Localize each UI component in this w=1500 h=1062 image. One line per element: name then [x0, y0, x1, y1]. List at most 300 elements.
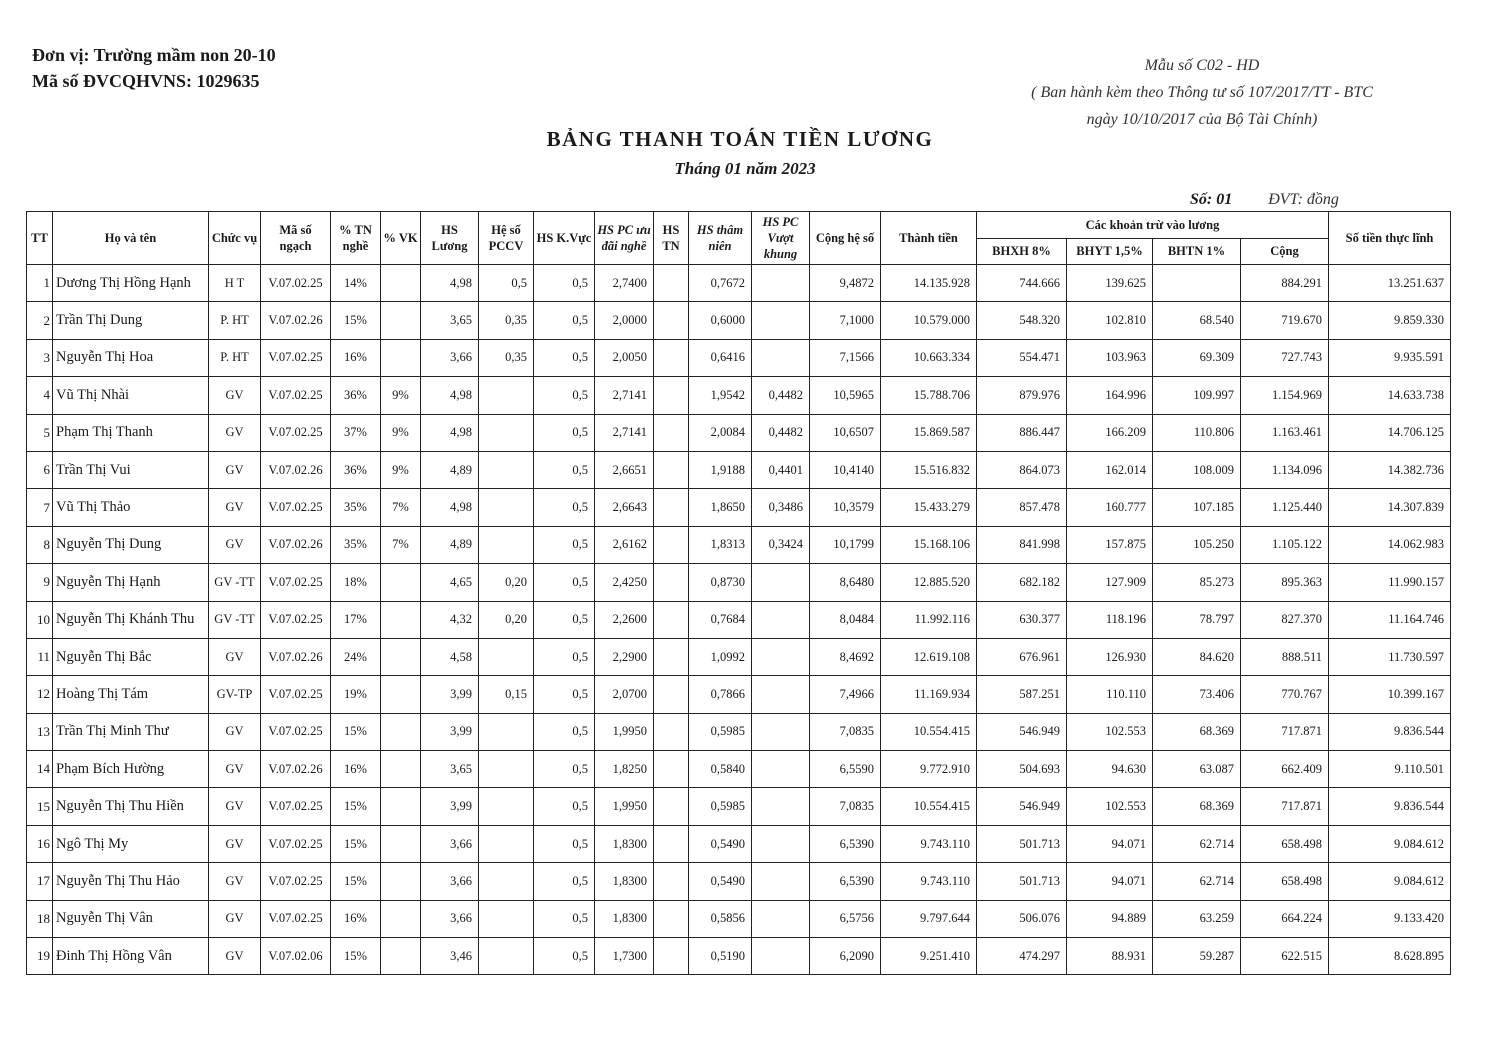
- cell-bhxh: 504.693: [977, 751, 1067, 788]
- cell-tong-hs: 8,4692: [810, 638, 881, 675]
- cell-net: 14.706.125: [1329, 414, 1451, 451]
- cell-cong: 1.125.440: [1241, 489, 1329, 526]
- cell-position: GV: [209, 751, 261, 788]
- cell-tong-hs: 8,6480: [810, 564, 881, 601]
- cell-name: Nguyễn Thị Khánh Thu: [53, 601, 209, 638]
- cell-bhyt: 166.209: [1067, 414, 1153, 451]
- cell-name: Trần Thị Dung: [53, 302, 209, 339]
- cell-bhyt: 103.963: [1067, 339, 1153, 376]
- cell-bhxh: 501.713: [977, 863, 1067, 900]
- cell-uudai: 2,0050: [595, 339, 654, 376]
- cell-grade: V.07.02.26: [261, 526, 331, 563]
- cell-bhyt: 102.553: [1067, 788, 1153, 825]
- cell-name: Vũ Thị Thảo: [53, 489, 209, 526]
- cell-name: Trần Thị Vui: [53, 451, 209, 488]
- cell-net: 9.836.544: [1329, 713, 1451, 750]
- cell-net: 10.399.167: [1329, 676, 1451, 713]
- cell-tt: 16: [27, 825, 53, 862]
- cell-grade: V.07.02.25: [261, 900, 331, 937]
- cell-thanh-tien: 10.554.415: [881, 713, 977, 750]
- cell-uudai: 2,6651: [595, 451, 654, 488]
- cell-bhtn: [1153, 265, 1241, 302]
- cell-hstn: [654, 863, 689, 900]
- cell-net: 14.062.983: [1329, 526, 1451, 563]
- col-header-vk: % VK: [381, 212, 421, 265]
- cell-pccv: [479, 788, 534, 825]
- col-header-grade: Mã số ngạch: [261, 212, 331, 265]
- cell-tong-hs: 8,0484: [810, 601, 881, 638]
- cell-thamnien: 0,7672: [689, 265, 752, 302]
- col-header-pccv: Hệ số PCCV: [479, 212, 534, 265]
- cell-vk: [381, 638, 421, 675]
- cell-net: 11.990.157: [1329, 564, 1451, 601]
- cell-bhtn: 109.997: [1153, 377, 1241, 414]
- cell-vk: [381, 788, 421, 825]
- cell-net: 14.633.738: [1329, 377, 1451, 414]
- cell-grade: V.07.02.25: [261, 713, 331, 750]
- cell-hstn: [654, 414, 689, 451]
- form-number: Mẫu số C02 - HD: [1144, 57, 1260, 74]
- cell-thamnien: 0,7866: [689, 676, 752, 713]
- cell-bhtn: 69.309: [1153, 339, 1241, 376]
- cell-bhtn: 68.369: [1153, 788, 1241, 825]
- col-header-tt: TT: [27, 212, 53, 265]
- cell-tn: 37%: [331, 414, 381, 451]
- cell-tong-hs: 7,1000: [810, 302, 881, 339]
- cell-vk: [381, 863, 421, 900]
- cell-vk: [381, 339, 421, 376]
- cell-hstn: [654, 564, 689, 601]
- cell-hs-luong: 3,99: [421, 713, 479, 750]
- cell-vuotkhung: [752, 339, 810, 376]
- cell-bhxh: 546.949: [977, 713, 1067, 750]
- col-header-bhtn: BHTN 1%: [1153, 238, 1241, 265]
- cell-bhyt: 102.810: [1067, 302, 1153, 339]
- cell-position: GV: [209, 526, 261, 563]
- cell-hstn: [654, 526, 689, 563]
- cell-cong: 888.511: [1241, 638, 1329, 675]
- cell-kvuc: 0,5: [534, 451, 595, 488]
- cell-net: 14.307.839: [1329, 489, 1451, 526]
- cell-hs-luong: 4,98: [421, 414, 479, 451]
- cell-vk: [381, 302, 421, 339]
- cell-position: GV: [209, 900, 261, 937]
- cell-pccv: [479, 825, 534, 862]
- cell-bhtn: 84.620: [1153, 638, 1241, 675]
- document-subtitle: Tháng 01 năm 2023: [674, 159, 816, 178]
- cell-uudai: 2,2600: [595, 601, 654, 638]
- cell-kvuc: 0,5: [534, 676, 595, 713]
- cell-tong-hs: 7,0835: [810, 788, 881, 825]
- cell-tong-hs: 10,5965: [810, 377, 881, 414]
- table-row: [27, 863, 1451, 900]
- cell-bhxh: 554.471: [977, 339, 1067, 376]
- cell-tt: 8: [27, 526, 53, 563]
- cell-hstn: [654, 900, 689, 937]
- cell-hs-luong: 3,65: [421, 302, 479, 339]
- cell-vuotkhung: [752, 788, 810, 825]
- col-header-bhyt: BHYT 1,5%: [1067, 238, 1153, 265]
- cell-position: GV: [209, 414, 261, 451]
- cell-bhtn: 63.087: [1153, 751, 1241, 788]
- cell-hs-luong: 4,58: [421, 638, 479, 675]
- cell-thamnien: 0,5490: [689, 863, 752, 900]
- cell-name: Nguyễn Thị Vân: [53, 900, 209, 937]
- cell-pccv: [479, 377, 534, 414]
- cell-pccv: [479, 451, 534, 488]
- cell-thanh-tien: 9.743.110: [881, 825, 977, 862]
- cell-kvuc: 0,5: [534, 938, 595, 975]
- table-row: [27, 938, 1451, 975]
- cell-bhxh: 676.961: [977, 638, 1067, 675]
- cell-bhyt: 164.996: [1067, 377, 1153, 414]
- cell-bhtn: 73.406: [1153, 676, 1241, 713]
- cell-uudai: 1,8300: [595, 825, 654, 862]
- cell-pccv: [479, 900, 534, 937]
- cell-tt: 6: [27, 451, 53, 488]
- cell-thamnien: 0,5190: [689, 938, 752, 975]
- cell-thanh-tien: 15.869.587: [881, 414, 977, 451]
- cell-bhyt: 94.071: [1067, 863, 1153, 900]
- cell-pccv: 0,15: [479, 676, 534, 713]
- cell-pccv: [479, 751, 534, 788]
- col-header-position: Chức vụ: [209, 212, 261, 265]
- cell-name: Phạm Thị Thanh: [53, 414, 209, 451]
- cell-cong: 658.498: [1241, 825, 1329, 862]
- cell-uudai: 2,6162: [595, 526, 654, 563]
- cell-hs-luong: 4,98: [421, 265, 479, 302]
- cell-grade: V.07.02.25: [261, 825, 331, 862]
- cell-net: 8.628.895: [1329, 938, 1451, 975]
- cell-cong: 1.105.122: [1241, 526, 1329, 563]
- cell-position: GV: [209, 788, 261, 825]
- cell-cong: 770.767: [1241, 676, 1329, 713]
- cell-tt: 18: [27, 900, 53, 937]
- cell-kvuc: 0,5: [534, 751, 595, 788]
- cell-kvuc: 0,5: [534, 302, 595, 339]
- cell-bhxh: 886.447: [977, 414, 1067, 451]
- cell-thanh-tien: 9.251.410: [881, 938, 977, 975]
- cell-bhxh: 506.076: [977, 900, 1067, 937]
- cell-net: 9.084.612: [1329, 863, 1451, 900]
- cell-tt: 15: [27, 788, 53, 825]
- cell-cong: 717.871: [1241, 788, 1329, 825]
- cell-grade: V.07.02.25: [261, 489, 331, 526]
- cell-net: 9.859.330: [1329, 302, 1451, 339]
- cell-uudai: 2,7141: [595, 377, 654, 414]
- cell-bhtn: 59.287: [1153, 938, 1241, 975]
- cell-kvuc: 0,5: [534, 713, 595, 750]
- cell-grade: V.07.02.25: [261, 788, 331, 825]
- cell-cong: 622.515: [1241, 938, 1329, 975]
- table-row: [27, 265, 1451, 302]
- cell-vk: [381, 676, 421, 713]
- cell-kvuc: 0,5: [534, 377, 595, 414]
- table-row: [27, 788, 1451, 825]
- cell-tt: 11: [27, 638, 53, 675]
- col-header-kvuc: HS K.Vực: [534, 212, 595, 265]
- col-header-cong: Cộng: [1241, 238, 1329, 265]
- cell-tn: 15%: [331, 788, 381, 825]
- cell-vuotkhung: [752, 863, 810, 900]
- cell-name: Dương Thị Hồng Hạnh: [53, 265, 209, 302]
- cell-pccv: [479, 526, 534, 563]
- cell-bhtn: 78.797: [1153, 601, 1241, 638]
- cell-name: Nguyễn Thị Hoa: [53, 339, 209, 376]
- cell-bhxh: 682.182: [977, 564, 1067, 601]
- col-header-bhxh: BHXH 8%: [977, 238, 1067, 265]
- cell-vuotkhung: 0,4482: [752, 414, 810, 451]
- form-reference: [992, 52, 1412, 133]
- cell-tn: 36%: [331, 451, 381, 488]
- cell-uudai: 2,0700: [595, 676, 654, 713]
- cell-grade: V.07.02.25: [261, 676, 331, 713]
- cell-tong-hs: 6,5756: [810, 900, 881, 937]
- cell-cong: 658.498: [1241, 863, 1329, 900]
- cell-tn: 36%: [331, 377, 381, 414]
- cell-name: Trần Thị Minh Thư: [53, 713, 209, 750]
- cell-position: P. HT: [209, 339, 261, 376]
- cell-tong-hs: 7,0835: [810, 713, 881, 750]
- cell-vuotkhung: [752, 713, 810, 750]
- cell-uudai: 1,9950: [595, 713, 654, 750]
- cell-thanh-tien: 12.619.108: [881, 638, 977, 675]
- cell-hstn: [654, 713, 689, 750]
- cell-pccv: [479, 713, 534, 750]
- cell-hstn: [654, 751, 689, 788]
- cell-tn: 24%: [331, 638, 381, 675]
- cell-vk: [381, 713, 421, 750]
- cell-uudai: 2,6643: [595, 489, 654, 526]
- cell-pccv: 0,20: [479, 564, 534, 601]
- cell-thamnien: 1,8313: [689, 526, 752, 563]
- cell-hs-luong: 3,66: [421, 900, 479, 937]
- cell-tong-hs: 9,4872: [810, 265, 881, 302]
- unit-name: Đơn vị: Trường mầm non 20-10: [32, 45, 276, 65]
- cell-bhtn: 68.369: [1153, 713, 1241, 750]
- cell-name: Nguyễn Thị Dung: [53, 526, 209, 563]
- cell-uudai: 1,8300: [595, 900, 654, 937]
- cell-kvuc: 0,5: [534, 900, 595, 937]
- cell-vuotkhung: [752, 638, 810, 675]
- cell-bhxh: 864.073: [977, 451, 1067, 488]
- cell-tt: 5: [27, 414, 53, 451]
- cell-kvuc: 0,5: [534, 638, 595, 675]
- cell-hs-luong: 3,46: [421, 938, 479, 975]
- cell-bhyt: 127.909: [1067, 564, 1153, 601]
- cell-bhyt: 157.875: [1067, 526, 1153, 563]
- cell-pccv: [479, 489, 534, 526]
- cell-pccv: 0,35: [479, 302, 534, 339]
- cell-kvuc: 0,5: [534, 564, 595, 601]
- cell-hs-luong: 4,89: [421, 451, 479, 488]
- payroll-table-header: [27, 212, 1451, 265]
- cell-kvuc: 0,5: [534, 414, 595, 451]
- cell-tong-hs: 10,3579: [810, 489, 881, 526]
- cell-cong: 664.224: [1241, 900, 1329, 937]
- cell-cong: 727.743: [1241, 339, 1329, 376]
- cell-uudai: 1,9950: [595, 788, 654, 825]
- table-row: [27, 526, 1451, 563]
- cell-tt: 10: [27, 601, 53, 638]
- cell-net: 11.730.597: [1329, 638, 1451, 675]
- cell-tong-hs: 6,2090: [810, 938, 881, 975]
- cell-thanh-tien: 9.797.644: [881, 900, 977, 937]
- cell-bhyt: 94.630: [1067, 751, 1153, 788]
- cell-vuotkhung: [752, 751, 810, 788]
- table-row: [27, 601, 1451, 638]
- cell-vk: [381, 601, 421, 638]
- cell-bhxh: 474.297: [977, 938, 1067, 975]
- cell-hs-luong: 4,65: [421, 564, 479, 601]
- cell-thamnien: 2,0084: [689, 414, 752, 451]
- cell-kvuc: 0,5: [534, 526, 595, 563]
- cell-cong: 662.409: [1241, 751, 1329, 788]
- cell-hstn: [654, 676, 689, 713]
- cell-thanh-tien: 15.433.279: [881, 489, 977, 526]
- cell-bhtn: 68.540: [1153, 302, 1241, 339]
- cell-tong-hs: 6,5590: [810, 751, 881, 788]
- cell-tt: 17: [27, 863, 53, 900]
- cell-vk: [381, 751, 421, 788]
- cell-tong-hs: 10,6507: [810, 414, 881, 451]
- cell-thanh-tien: 10.663.334: [881, 339, 977, 376]
- cell-position: GV: [209, 713, 261, 750]
- document-number-line: [1190, 191, 1339, 209]
- cell-bhtn: 62.714: [1153, 863, 1241, 900]
- cell-tn: 15%: [331, 713, 381, 750]
- cell-hs-luong: 4,98: [421, 489, 479, 526]
- cell-position: GV: [209, 863, 261, 900]
- cell-hs-luong: 3,99: [421, 676, 479, 713]
- cell-tt: 7: [27, 489, 53, 526]
- cell-tn: 17%: [331, 601, 381, 638]
- cell-bhyt: 94.071: [1067, 825, 1153, 862]
- col-header-deductions: Các khoản trừ vào lương: [977, 212, 1329, 239]
- cell-hstn: [654, 451, 689, 488]
- cell-uudai: 2,0000: [595, 302, 654, 339]
- cell-thamnien: 0,7684: [689, 601, 752, 638]
- cell-thanh-tien: 10.579.000: [881, 302, 977, 339]
- col-header-uudai: HS PC ưu đãi nghề: [595, 212, 654, 265]
- cell-cong: 717.871: [1241, 713, 1329, 750]
- cell-tt: 4: [27, 377, 53, 414]
- cell-vuotkhung: [752, 938, 810, 975]
- cell-hstn: [654, 339, 689, 376]
- cell-bhtn: 107.185: [1153, 489, 1241, 526]
- cell-thanh-tien: 9.772.910: [881, 751, 977, 788]
- cell-bhyt: 102.553: [1067, 713, 1153, 750]
- cell-kvuc: 0,5: [534, 863, 595, 900]
- cell-thamnien: 0,5490: [689, 825, 752, 862]
- currency-unit: ĐVT: đồng: [1268, 191, 1339, 208]
- cell-kvuc: 0,5: [534, 825, 595, 862]
- cell-position: GV -TT: [209, 601, 261, 638]
- cell-pccv: [479, 414, 534, 451]
- cell-pccv: [479, 638, 534, 675]
- cell-position: GV -TT: [209, 564, 261, 601]
- cell-vk: [381, 825, 421, 862]
- cell-vk: 9%: [381, 414, 421, 451]
- cell-kvuc: 0,5: [534, 339, 595, 376]
- table-row: [27, 900, 1451, 937]
- cell-thanh-tien: 9.743.110: [881, 863, 977, 900]
- cell-thanh-tien: 15.168.106: [881, 526, 977, 563]
- cell-tong-hs: 10,1799: [810, 526, 881, 563]
- payroll-table: [26, 211, 1451, 975]
- cell-grade: V.07.02.25: [261, 414, 331, 451]
- cell-grade: V.07.02.26: [261, 638, 331, 675]
- cell-vuotkhung: [752, 564, 810, 601]
- cell-grade: V.07.02.26: [261, 451, 331, 488]
- cell-grade: V.07.02.26: [261, 302, 331, 339]
- cell-hs-luong: 3,66: [421, 825, 479, 862]
- cell-tong-hs: 6,5390: [810, 863, 881, 900]
- cell-hstn: [654, 825, 689, 862]
- cell-tt: 2: [27, 302, 53, 339]
- cell-bhyt: 160.777: [1067, 489, 1153, 526]
- cell-thamnien: 1,8650: [689, 489, 752, 526]
- cell-bhxh: 587.251: [977, 676, 1067, 713]
- cell-hstn: [654, 601, 689, 638]
- cell-grade: V.07.02.25: [261, 564, 331, 601]
- cell-vk: [381, 564, 421, 601]
- cell-bhxh: 879.976: [977, 377, 1067, 414]
- cell-name: Nguyễn Thị Thu Hảo: [53, 863, 209, 900]
- form-date: ngày 10/10/2017 của Bộ Tài Chính): [1086, 111, 1318, 128]
- table-row: [27, 489, 1451, 526]
- col-header-thanh-tien: Thành tiền: [881, 212, 977, 265]
- cell-bhtn: 108.009: [1153, 451, 1241, 488]
- cell-hstn: [654, 938, 689, 975]
- cell-kvuc: 0,5: [534, 601, 595, 638]
- cell-position: GV: [209, 451, 261, 488]
- cell-bhtn: 110.806: [1153, 414, 1241, 451]
- table-row: [27, 638, 1451, 675]
- cell-tn: 18%: [331, 564, 381, 601]
- table-row: [27, 302, 1451, 339]
- cell-vuotkhung: 0,4401: [752, 451, 810, 488]
- table-row: [27, 377, 1451, 414]
- col-header-thamnien: HS thâm niên: [689, 212, 752, 265]
- cell-hstn: [654, 265, 689, 302]
- cell-bhxh: 857.478: [977, 489, 1067, 526]
- cell-kvuc: 0,5: [534, 265, 595, 302]
- cell-pccv: 0,20: [479, 601, 534, 638]
- cell-bhyt: 118.196: [1067, 601, 1153, 638]
- cell-tn: 35%: [331, 489, 381, 526]
- document-number: Số: 01: [1190, 191, 1233, 208]
- cell-thamnien: 0,6000: [689, 302, 752, 339]
- cell-vuotkhung: [752, 676, 810, 713]
- cell-grade: V.07.02.25: [261, 601, 331, 638]
- cell-bhxh: 841.998: [977, 526, 1067, 563]
- cell-cong: 827.370: [1241, 601, 1329, 638]
- cell-tt: 13: [27, 713, 53, 750]
- cell-hs-luong: 3,65: [421, 751, 479, 788]
- cell-pccv: [479, 863, 534, 900]
- cell-thanh-tien: 14.135.928: [881, 265, 977, 302]
- cell-uudai: 1,7300: [595, 938, 654, 975]
- table-row: [27, 676, 1451, 713]
- cell-grade: V.07.02.25: [261, 377, 331, 414]
- cell-hstn: [654, 788, 689, 825]
- cell-cong: 895.363: [1241, 564, 1329, 601]
- cell-grade: V.07.02.25: [261, 863, 331, 900]
- cell-hstn: [654, 489, 689, 526]
- cell-vuotkhung: 0,3486: [752, 489, 810, 526]
- cell-bhxh: 630.377: [977, 601, 1067, 638]
